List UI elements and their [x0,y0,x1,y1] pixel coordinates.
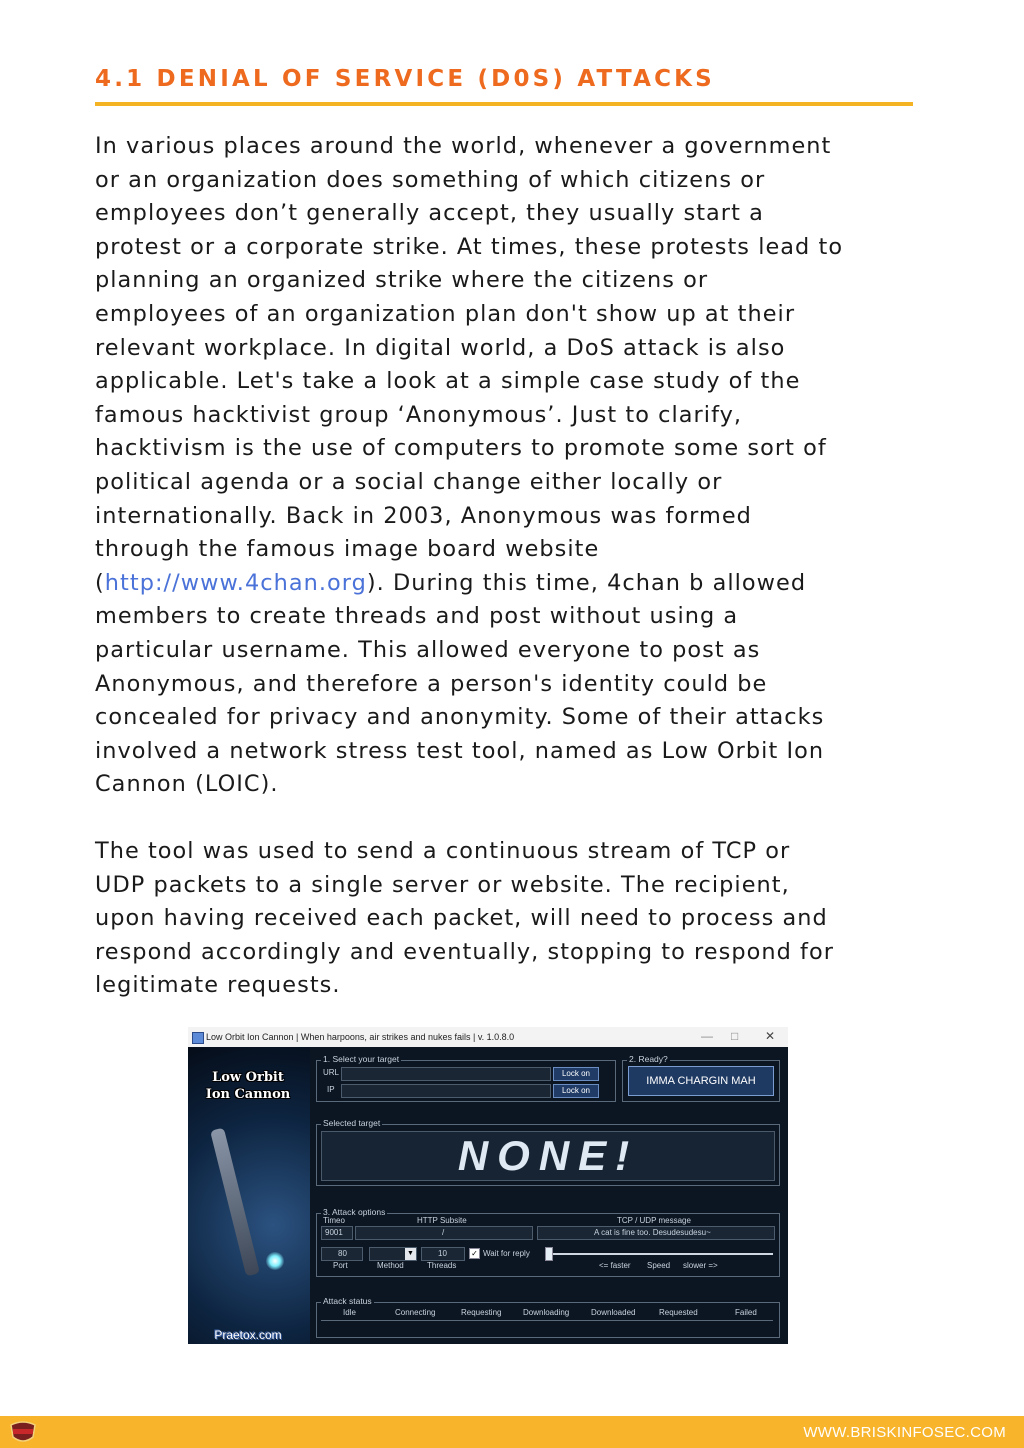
loic-screenshot [188,1027,788,1344]
chevron-down-icon[interactable]: ▼ [405,1248,416,1260]
faster-label: <= faster [599,1261,631,1270]
text-line-with-link [95,567,925,601]
footer-url[interactable]: WWW.BRISKINFOSEC.COM [803,1424,1006,1441]
text-line: protest or a corporate strike. At times, these protests lead to [95,233,844,260]
cannon-ship-icon [210,1128,260,1277]
selected-target-value: NONE! [457,1132,639,1179]
text-line: upon having received each packet, will need to process and [95,905,828,932]
window-title: Low Orbit Ion Cannon | When harpoons, air strikes and nukes fails | v. 1.0.8.0 [206,1032,515,1042]
fire-button[interactable]: IMMA CHARGIN MAH [628,1066,774,1096]
port-label: Port [333,1261,348,1270]
speed-label: Speed [647,1261,671,1270]
loic-side-art [188,1047,310,1344]
tcp-udp-label: TCP / UDP message [617,1216,691,1225]
text-line: particular username. This allowed everyone to post as [95,636,761,663]
4chan-link[interactable]: http://www.4chan.org [104,569,367,596]
port-value: 80 [338,1249,347,1258]
timeout-label: Timeo [323,1216,345,1225]
close-icon[interactable]: ✕ [765,1029,776,1043]
http-subsite-input[interactable] [355,1226,533,1240]
tcp-udp-value: A cat is fine too. Desudesudesu~ [594,1228,711,1237]
wait-reply-checkbox[interactable]: ✓ [469,1248,480,1259]
url-label: URL [323,1068,340,1077]
ip-label: IP [327,1085,335,1094]
text-line: The tool was used to send a continuous stream of TCP or [95,838,791,864]
text-line: legitimate requests. [95,972,341,999]
text-line: famous hacktivist group ‘Anonymous’. Just to clarify, [95,401,743,428]
timeout-value: 9001 [325,1228,343,1237]
loic-titlebar [188,1027,788,1047]
minimize-icon[interactable]: — [701,1029,713,1043]
text-line: planning an organized strike where the citizens or [95,267,709,294]
timeout-input[interactable] [321,1226,353,1240]
heading-underline [95,102,913,106]
cannon-glow-icon [266,1252,284,1270]
port-input[interactable] [321,1247,363,1261]
url-lock-on-button[interactable]: Lock on [553,1067,599,1081]
status-requesting: Requesting [461,1308,502,1317]
group-label: 3. Attack options [323,1207,386,1217]
group-label: Attack status [323,1296,372,1306]
text-line: applicable. Let's take a look at a simple case study of the [95,368,801,395]
link-tail-text: ). During this time, 4chan b allowed [366,569,807,596]
paren-open: ( [95,569,105,596]
group-label: 2. Ready? [629,1054,668,1064]
http-subsite-label: HTTP Subsite [417,1216,467,1225]
group-label: Selected target [323,1118,381,1128]
status-requested: Requested [659,1308,698,1317]
paragraph-2 [95,835,925,1003]
footer-bar [0,1416,1024,1448]
app-icon [192,1032,204,1044]
tcp-udp-input[interactable] [537,1226,775,1240]
text-line: hacktivism is the use of computers to promote some sort of [95,435,827,462]
speed-slider[interactable] [547,1253,773,1255]
text-line: employees of an organization plan don't show up at their [95,300,796,327]
method-select[interactable] [369,1247,417,1261]
slower-label: slower => [683,1261,718,1270]
attack-options-group [316,1207,780,1277]
status-idle: Idle [343,1308,356,1317]
ready-group [622,1054,780,1102]
attack-status-group [316,1296,780,1338]
target-display [321,1131,775,1181]
section-heading: 4.1 DENIAL OF SERVICE (D0S) ATTACKS [95,66,715,92]
threads-input[interactable] [421,1247,465,1261]
text-line: internationally. Back in 2003, Anonymous was formed [95,502,752,529]
text-line: Anonymous, and therefore a person's identity could be [95,670,768,697]
select-target-group [316,1054,616,1102]
wait-reply-label: Wait for reply [483,1249,530,1258]
status-connecting: Connecting [395,1308,436,1317]
status-failed: Failed [735,1308,757,1317]
maximize-icon[interactable]: □ [731,1029,739,1043]
status-downloading: Downloading [523,1308,570,1317]
brisk-infosec-logo-icon [8,1419,38,1445]
text-line: concealed for privacy and anonymity. Some of their attacks [95,704,825,731]
text-line: members to create threads and post without using a [95,603,739,630]
text-line: In various places around the world, whenever a government [95,133,832,159]
threads-value: 10 [438,1249,447,1258]
text-line: respond accordingly and eventually, stopping to respond for [95,938,834,965]
text-line: political agenda or a social change either locally or [95,468,723,495]
ip-input[interactable] [341,1084,551,1098]
brand-text: Praetox.com [214,1328,282,1342]
text-line: through the famous image board website [95,536,600,563]
text-line: UDP packets to a single server or website. The recipient, [95,871,790,898]
ip-lock-on-button[interactable]: Lock on [553,1084,599,1098]
paragraph-1 [95,130,925,802]
status-divider [321,1320,773,1321]
loic-logo [198,1069,298,1103]
text-line: employees don’t generally accept, they usually start a [95,200,764,227]
method-label: Method [377,1261,404,1270]
speed-slider-thumb[interactable] [545,1247,553,1261]
text-line: or an organization does something of which citizens or [95,166,766,193]
http-subsite-value: / [442,1228,445,1237]
threads-label: Threads [427,1261,457,1270]
logo-line: Low Orbit [212,1070,284,1085]
logo-line: Ion Cannon [205,1087,291,1102]
text-line: relevant workplace. In digital world, a DoS attack is also [95,334,786,361]
text-line: Cannon (LOIC). [95,771,279,798]
group-label: 1. Select your target [323,1054,400,1064]
text-line: involved a network stress test tool, named as Low Orbit Ion [95,737,825,764]
url-input[interactable] [341,1067,551,1081]
selected-target-group [316,1118,780,1186]
status-downloaded: Downloaded [591,1308,636,1317]
